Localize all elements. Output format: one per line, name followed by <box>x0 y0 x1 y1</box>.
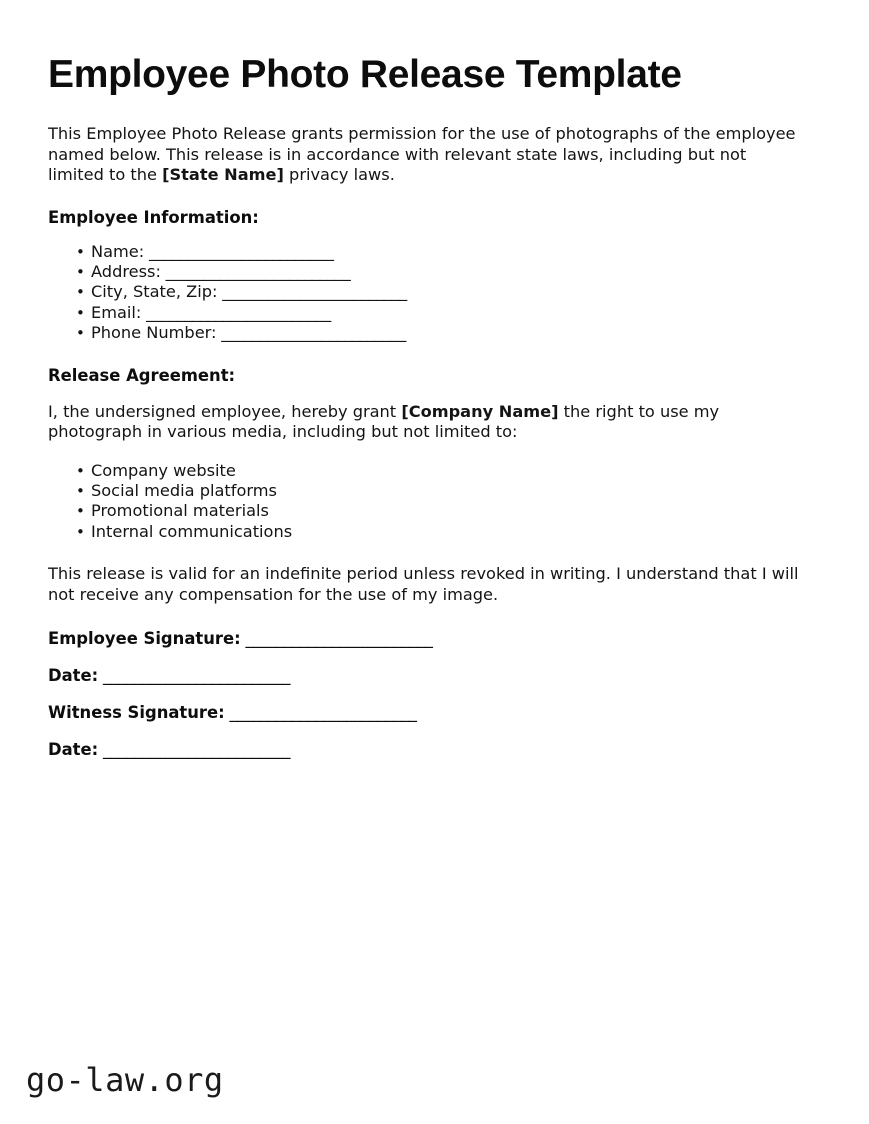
field-fill-city-state-zip: ________________________ <box>217 282 407 302</box>
witness-date-label: Date: <box>48 740 99 760</box>
witness-signature-row <box>48 703 808 723</box>
employee-signature-fill: ________________________ <box>240 629 433 649</box>
employee-information-list <box>48 242 808 344</box>
release-agreement-heading: Release Agreement: <box>48 365 236 385</box>
validity-paragraph: This release is valid for an indefinite period unless revoked in writing. I understand that I will not receive any compensation for the use of my image. <box>48 564 799 604</box>
field-fill-name: ________________________ <box>144 241 334 261</box>
media-usage-list <box>48 461 808 543</box>
list-item <box>76 282 808 302</box>
intro-text-before: This Employee Photo Release grants permission for the use of photographs of the employee named below. This release is in accordance with relevant state laws, including but not limited to the <box>48 124 796 184</box>
employee-signature-label: Employee Signature: <box>48 629 241 649</box>
witness-date-fill: ________________________ <box>98 740 291 760</box>
grant-paragraph <box>48 402 804 443</box>
witness-signature-fill: ________________________ <box>224 703 417 723</box>
list-item <box>76 242 808 262</box>
list-item: • Social media platforms <box>76 481 808 501</box>
field-fill-phone-number: ________________________ <box>216 323 406 343</box>
list-item <box>76 262 808 282</box>
field-label-name: Name: <box>91 241 145 261</box>
employee-signature-row <box>48 629 808 649</box>
intro-text-after: privacy laws. <box>283 165 395 184</box>
page-title: Employee Photo Release Template <box>48 53 682 96</box>
employee-date-label: Date: <box>48 666 99 686</box>
field-label-phone-number: Phone Number: <box>91 323 217 343</box>
field-label-email: Email: <box>91 302 142 322</box>
state-name-placeholder: [State Name] <box>162 165 284 184</box>
field-fill-email: ________________________ <box>141 302 331 322</box>
grant-text-before: I, the undersigned employee, hereby grant <box>48 401 402 421</box>
grant-text-after: the right to use my photograph in various media, including but not limited to: <box>48 401 720 442</box>
employee-date-fill: ________________________ <box>98 666 291 686</box>
employee-date-row <box>48 666 808 686</box>
list-item: • Internal communications <box>76 522 808 542</box>
intro-paragraph <box>48 124 804 186</box>
site-watermark: go-law.org <box>26 1061 224 1099</box>
witness-signature-label: Witness Signature: <box>48 703 225 723</box>
signature-block <box>48 629 808 760</box>
document-content <box>48 52 808 777</box>
employee-information-heading: Employee Information: <box>48 207 259 227</box>
list-item <box>76 303 808 323</box>
list-item: • Company website <box>76 461 808 481</box>
list-item <box>76 323 808 343</box>
field-fill-address: ________________________ <box>160 261 351 281</box>
field-label-city-state-zip: City, State, Zip: <box>91 282 218 302</box>
list-item: • Promotional materials <box>76 501 808 521</box>
witness-date-row <box>48 740 808 760</box>
field-label-address: Address: <box>91 261 161 281</box>
company-name-placeholder: [Company Name] <box>401 401 559 421</box>
